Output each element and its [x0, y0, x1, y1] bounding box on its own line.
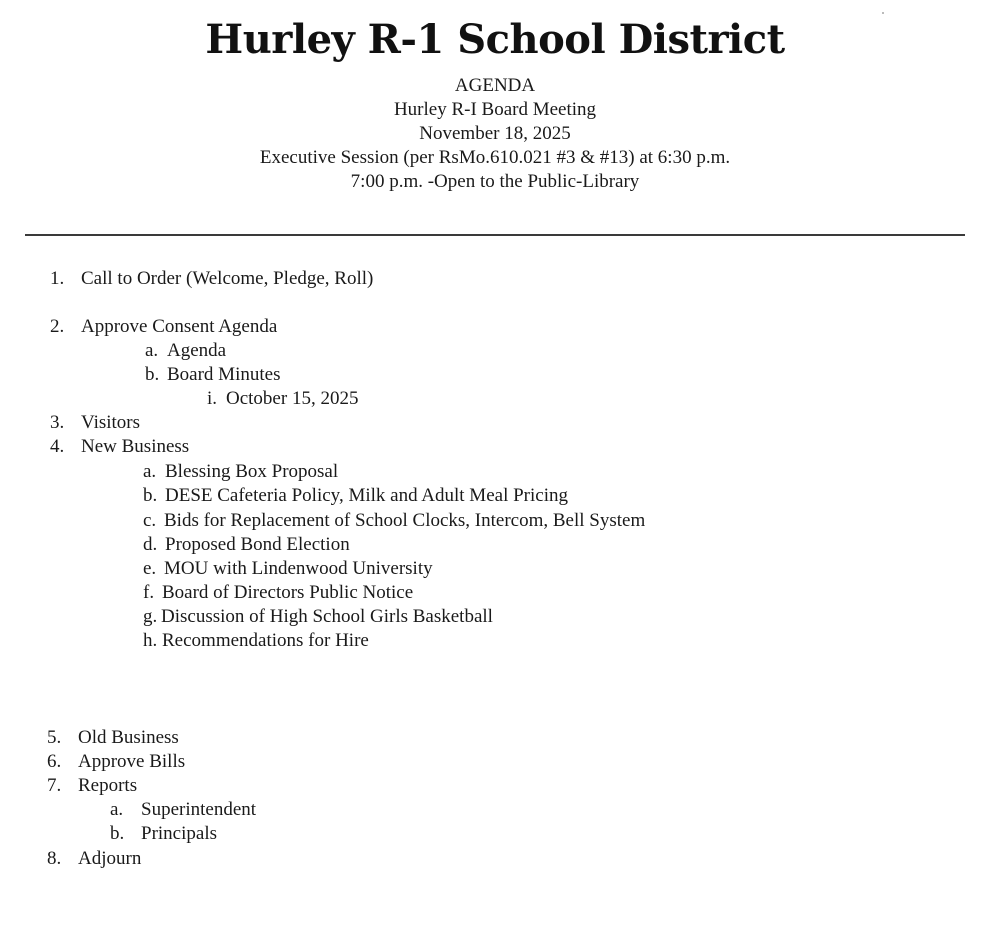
item-number: 6.	[47, 751, 62, 772]
item-label: Old Business	[78, 727, 179, 748]
item-number: 5.	[47, 727, 62, 748]
subitem-label: Superintendent	[141, 799, 257, 820]
item-label: Call to Order (Welcome, Pledge, Roll)	[81, 268, 374, 289]
agenda-item	[47, 774, 137, 798]
subitem-letter: b.	[110, 823, 125, 844]
subitem-letter: g.	[143, 606, 158, 627]
agenda-subsubitem	[207, 387, 358, 411]
item-number: 8.	[47, 848, 62, 869]
scan-speck	[882, 12, 884, 14]
subsubitem-numeral: i.	[207, 388, 218, 409]
meeting-date: November 18, 2025	[419, 123, 571, 144]
agenda-subitem	[110, 798, 256, 822]
open-session-line: 7:00 p.m. -Open to the Public-Library	[350, 171, 640, 192]
agenda-subitem	[143, 533, 350, 557]
item-number: 4.	[50, 436, 65, 457]
subitem-letter: e.	[143, 558, 157, 579]
agenda-subitem	[143, 581, 413, 605]
subitem-label: DESE Cafeteria Policy, Milk and Adult Meal Pricing	[165, 485, 568, 506]
item-label: New Business	[81, 436, 190, 457]
subitem-letter: h.	[143, 630, 158, 651]
item-number: 1.	[50, 268, 65, 289]
subitem-letter: a.	[143, 461, 157, 482]
agenda-subitem	[143, 484, 568, 508]
agenda-item	[50, 315, 277, 339]
meeting-name: Hurley R-I Board Meeting	[393, 99, 597, 120]
subitem-letter: b.	[143, 485, 158, 506]
header-divider	[25, 234, 965, 236]
subitem-label: Blessing Box Proposal	[165, 461, 339, 482]
subitem-label: MOU with Lindenwood University	[164, 558, 433, 579]
subitem-label: Discussion of High School Girls Basketball	[161, 606, 493, 627]
agenda-item	[50, 267, 373, 291]
subitem-letter: d.	[143, 534, 158, 555]
agenda-subitem	[143, 460, 338, 484]
agenda-subitem	[143, 605, 493, 629]
item-label: Approve Consent Agenda	[81, 316, 278, 337]
item-number: 2.	[50, 316, 65, 337]
agenda-item	[50, 435, 189, 459]
subitem-label: Recommendations for Hire	[162, 630, 369, 651]
item-number: 3.	[50, 412, 65, 433]
item-label: Reports	[78, 775, 138, 796]
agenda-item	[47, 750, 185, 774]
subitem-label: Agenda	[167, 340, 227, 361]
item-label: Adjourn	[78, 848, 142, 869]
item-label: Approve Bills	[78, 751, 186, 772]
subitem-letter: c.	[143, 510, 157, 531]
subitem-label: Board Minutes	[167, 364, 281, 385]
subitem-label: Proposed Bond Election	[165, 534, 350, 555]
agenda-subitem	[145, 339, 226, 363]
subitem-letter: a.	[145, 340, 159, 361]
agenda-subitem	[143, 629, 369, 653]
agenda-subitem	[143, 557, 433, 581]
agenda-subitem	[110, 822, 217, 846]
item-label: Visitors	[81, 412, 141, 433]
executive-session-line: Executive Session (per RsMo.610.021 #3 & #13) at 6:30 p.m.	[259, 147, 731, 168]
subitem-letter: b.	[145, 364, 160, 385]
subitem-label: Board of Directors Public Notice	[162, 582, 414, 603]
agenda-subitem	[143, 509, 645, 533]
subitem-label: Bids for Replacement of School Clocks, Intercom, Bell System	[164, 510, 646, 531]
agenda-item	[47, 847, 141, 871]
item-number: 7.	[47, 775, 62, 796]
agenda-heading: AGENDA	[454, 75, 536, 96]
agenda-item	[47, 726, 179, 750]
subitem-label: Principals	[141, 823, 217, 844]
subitem-letter: a.	[110, 799, 124, 820]
agenda-subitem	[145, 363, 280, 387]
subitem-letter: f.	[143, 582, 155, 603]
agenda-item	[50, 411, 140, 435]
subsubitem-label: October 15, 2025	[226, 388, 359, 409]
district-title: Hurley R-1 School District	[205, 16, 785, 63]
